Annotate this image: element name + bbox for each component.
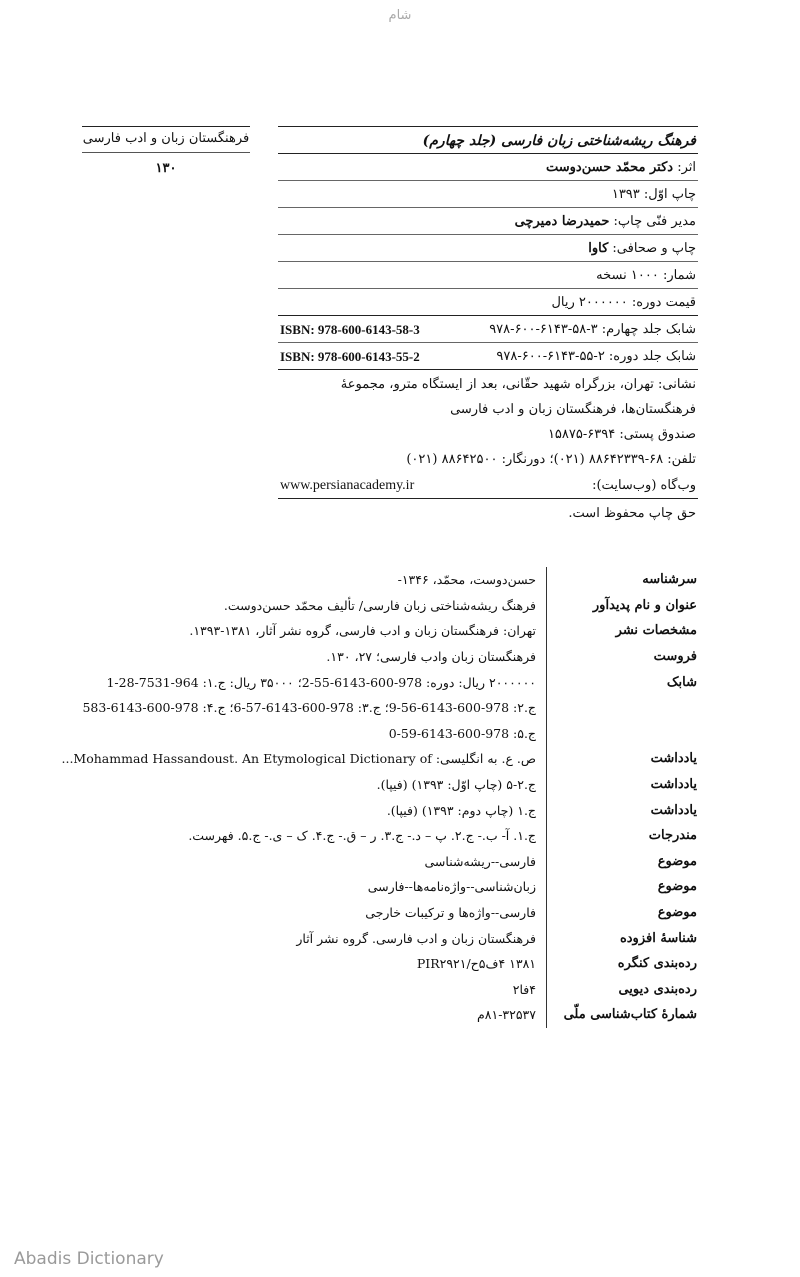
catalog-row xyxy=(85,618,697,644)
first-print: چاپ اوّل: ۱۳۹۳ xyxy=(278,181,698,208)
circulation: شمار: ۱۰۰۰ نسخه xyxy=(278,262,698,289)
printer-row xyxy=(278,235,698,262)
catalog-row xyxy=(85,644,697,670)
catalog-label: عنوان و نام پدیدآور xyxy=(546,593,697,619)
catalog-value: ج.۲-۵ (چاپ اوّل: ۱۳۹۳) (فیپا). xyxy=(376,777,536,793)
publication-info xyxy=(278,126,698,529)
isbn-set-en: ISBN: 978-600-6143-55-2 xyxy=(280,349,420,364)
catalog-value: حسن‌دوست، محمّد، ۱۳۴۶- xyxy=(397,572,536,588)
catalog-row xyxy=(85,669,697,695)
author-row xyxy=(278,154,698,181)
catalog-row xyxy=(85,772,697,798)
catalog-value: ص. ع. به انگلیسی: Mohammad Hassandoust. An Etymological Dictionary of... xyxy=(61,751,536,767)
catalog-label xyxy=(546,695,697,721)
catalog-row xyxy=(85,849,697,875)
catalog-value: فرهنگستان زبان و ادب فارسی. گروه نشر آثار xyxy=(296,930,536,946)
site-watermark: Abadis Dictionary xyxy=(14,1249,164,1269)
catalog-value: ج.۱. آ- ب.- ج.۲. پ – د.- ج.۳. ر – ق.- ج.۴. ک – ی.- ج.۵. فهرست. xyxy=(188,828,536,844)
catalog-row xyxy=(85,823,697,849)
catalog-value: ج.۵: 978-600-6143-59-0 xyxy=(388,725,536,741)
isbn-set-row xyxy=(278,343,698,370)
book-title: فرهنگ ریشه‌شناختی زبان فارسی (جلد چهارم) xyxy=(278,127,698,154)
price: قیمت دوره: ۲۰۰۰۰۰۰ ریال xyxy=(278,289,698,316)
catalog-row xyxy=(85,567,697,593)
catalog-label: شمارهٔ کتاب‌شناسی ملّی xyxy=(546,1002,697,1028)
printer-label: چاپ و صحافی: xyxy=(608,241,696,256)
catalog-label: مندرجات xyxy=(546,823,697,849)
catalog-row xyxy=(61,746,697,772)
cataloging-table xyxy=(61,567,697,1028)
catalog-value: فرهنگ ریشه‌شناختی زبان فارسی/ تألیف محمّد حسن‌دوست. xyxy=(223,597,536,613)
tech-manager-row xyxy=(278,208,698,235)
catalog-label: یادداشت xyxy=(546,772,697,798)
catalog-label: فروست xyxy=(546,644,697,670)
copyright-notice: حق چاپ محفوظ است. xyxy=(568,506,696,521)
printer-name: کاوا xyxy=(588,241,609,256)
catalog-value: ج.۲: 978-600-6143-56-9؛ ج.۳: 978-600-6143-57-6؛ ج.۴: 978-600-6143-583 xyxy=(82,700,536,716)
tech-manager-label: مدیر فنّی چاپ: xyxy=(609,214,696,229)
catalog-label: رده‌بندی کنگره xyxy=(546,951,697,977)
website-label: وب‌گاه (وب‌سایت): xyxy=(592,478,696,493)
catalog-row xyxy=(85,874,697,900)
catalog-label: شناسهٔ افزوده xyxy=(546,925,697,951)
catalog-value: ۸۱-۳۲۵۳۷م xyxy=(477,1007,536,1023)
catalog-label: یادداشت xyxy=(546,797,697,823)
catalog-value: ج.۱ (چاپ دوم: ۱۳۹۳) (فیپا). xyxy=(386,802,536,818)
catalog-row xyxy=(85,593,697,619)
catalog-row xyxy=(85,951,697,977)
catalog-row xyxy=(85,721,697,747)
catalog-value: فارسی--ریشه‌شناسی xyxy=(424,853,536,869)
tech-manager-name: حمیدرضا دمیرچی xyxy=(514,214,610,229)
catalog-row xyxy=(85,925,697,951)
website-url: www.persianacademy.ir xyxy=(280,478,415,493)
address-line-1: نشانی: تهران، بزرگراه شهید حقّانی، بعد از ایستگاه مترو، مجموعهٔ xyxy=(340,377,696,392)
catalog-label: موضوع xyxy=(546,900,697,926)
address-block xyxy=(278,370,698,472)
author-name: دکتر محمّد حسن‌دوست xyxy=(546,160,674,175)
catalog-label: موضوع xyxy=(546,849,697,875)
catalog-value: فارسی--واژه‌ها و ترکیبات خارجی xyxy=(365,905,536,921)
series-title: فرهنگستان زبان و ادب فارسی xyxy=(82,131,250,146)
catalog-row xyxy=(85,977,697,1003)
catalog-value: تهران: فرهنگستان زبان و ادب فارسی، گروه نشر آثار، ۱۳۸۱-۱۳۹۳. xyxy=(189,623,536,639)
isbn-set-fa: شابک جلد دوره: ۲-۵۵-۶۱۴۳-۶۰۰-۹۷۸ xyxy=(496,349,696,364)
catalog-label: یادداشت xyxy=(546,746,697,772)
po-box: صندوق پستی: ۶۳۹۴-۱۵۸۷۵ xyxy=(547,427,696,442)
phone-fax: تلفن: ۶۸-۸۸۶۴۲۳۳۹ (۰۲۱)؛ دورنگار: ۸۸۶۴۲۵۰۰ (۰۲۱) xyxy=(406,452,696,467)
catalog-label: سرشناسه xyxy=(546,567,697,593)
catalog-label xyxy=(546,721,697,747)
isbn-volume-fa: شابک جلد چهارم: ۳-۵۸-۶۱۴۳-۶۰۰-۹۷۸ xyxy=(489,322,696,337)
catalog-label: شابک xyxy=(546,669,697,695)
catalog-row xyxy=(85,797,697,823)
isbn-volume-row xyxy=(278,316,698,343)
catalog-value: ۲۰۰۰۰۰۰ ریال: دوره: 978-600-6143-55-2؛ ۳۵۰۰۰ ریال: ج.۱: 964-7531-28-1 xyxy=(106,674,536,690)
catalog-label: مشخصات نشر xyxy=(546,618,697,644)
top-mark: شام xyxy=(388,8,412,23)
catalog-label: رده‌بندی دیویی xyxy=(546,977,697,1003)
catalog-row xyxy=(85,900,697,926)
catalog-row xyxy=(85,1002,697,1028)
author-label: اثر: xyxy=(673,160,696,175)
catalog-value: فرهنگستان زبان وادب فارسی؛ ۲۷، ۱۳۰. xyxy=(326,649,536,665)
address-line-2: فرهنگستان‌ها، فرهنگستان زبان و ادب فارسی xyxy=(450,402,696,417)
catalog-label: موضوع xyxy=(546,874,697,900)
catalog-value: ۱۳۸۱ ۴ف۵ح/PIR۲۹۲۱ xyxy=(416,956,536,972)
isbn-volume-en: ISBN: 978-600-6143-58-3 xyxy=(280,322,420,337)
series-box xyxy=(82,126,250,176)
series-number: ۱۳۰ xyxy=(82,152,250,176)
catalog-row xyxy=(82,695,697,721)
catalog-value: ۴فا۲ xyxy=(512,981,536,997)
website-row xyxy=(278,472,698,499)
catalog-value: زبان‌شناسی--واژه‌نامه‌ها--فارسی xyxy=(367,879,536,895)
